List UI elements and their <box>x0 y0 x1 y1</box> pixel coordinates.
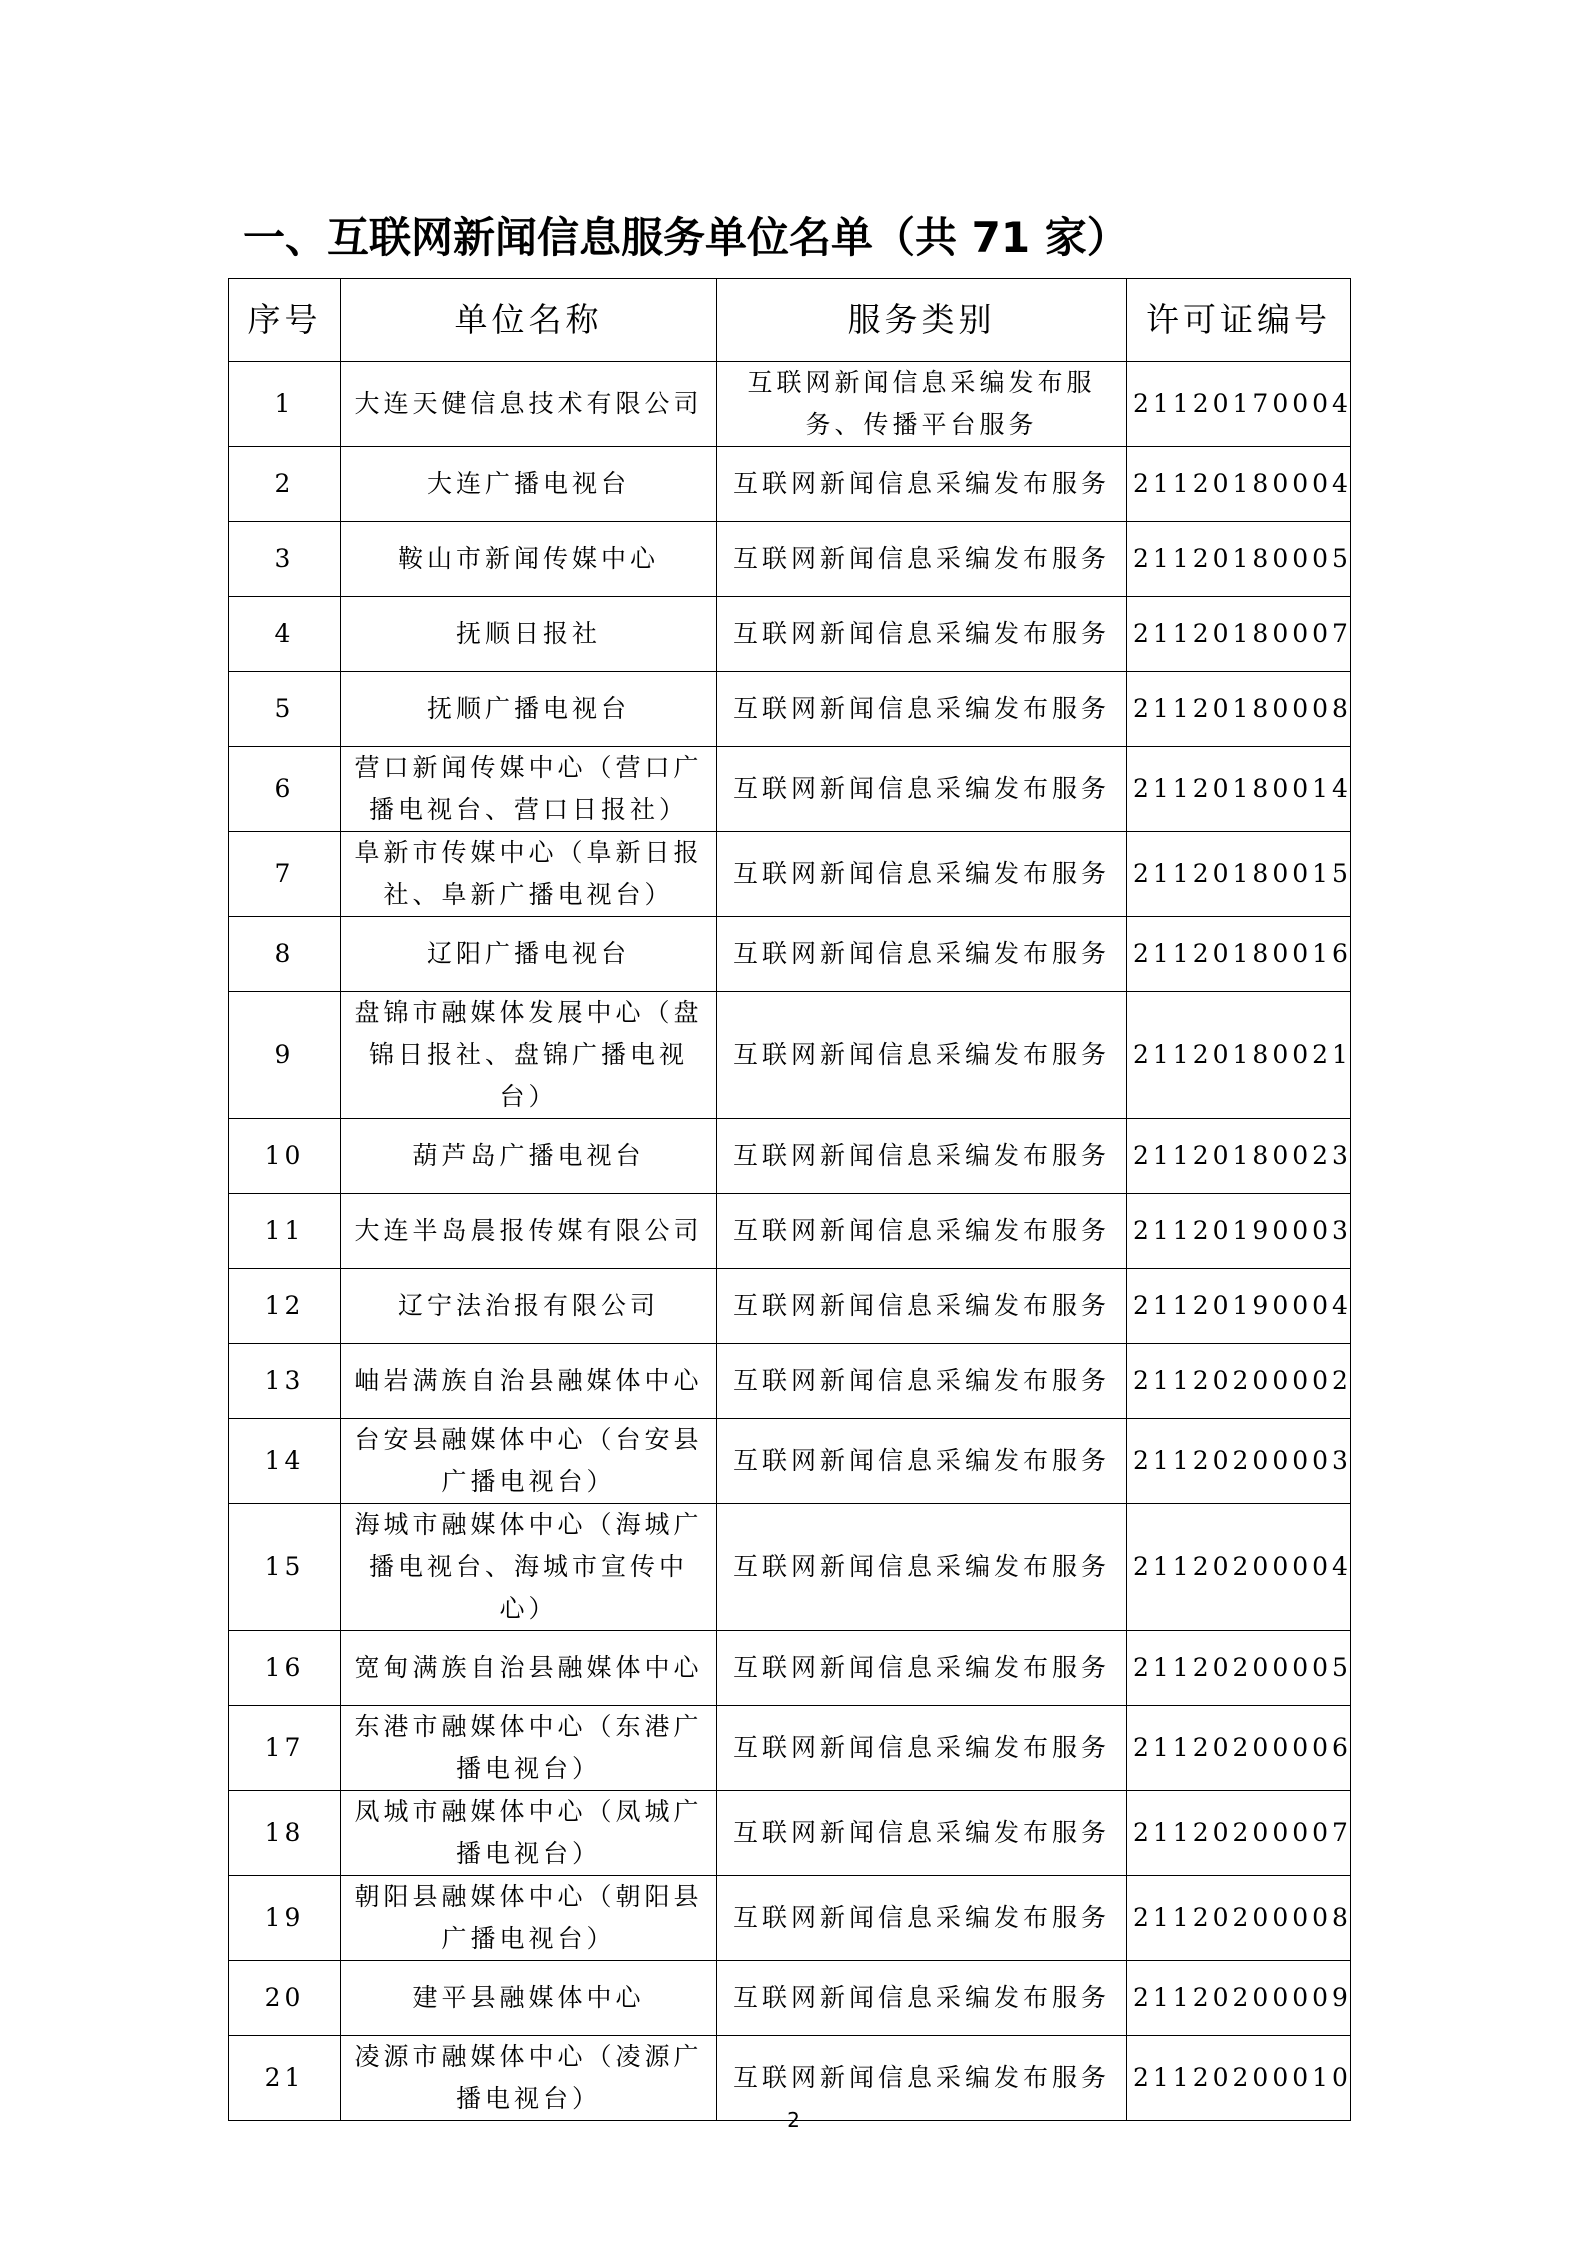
row-unit-name: 大连半岛晨报传媒有限公司 <box>341 1194 717 1269</box>
row-serial-number: 21 <box>229 2036 341 2121</box>
row-unit-name: 营口新闻传媒中心（营口广播电视台、营口日报社） <box>341 747 717 832</box>
row-unit-name: 大连天健信息技术有限公司 <box>341 362 717 447</box>
table-row <box>229 672 1351 747</box>
row-unit-name: 海城市融媒体中心（海城广播电视台、海城市宣传中心） <box>341 1504 717 1631</box>
row-service-category: 互联网新闻信息采编发布服务 <box>717 2036 1127 2121</box>
row-serial-number: 19 <box>229 1876 341 1961</box>
page-title: 一、互联网新闻信息服务单位名单（共 71 家） <box>243 213 1129 262</box>
table-row <box>229 1504 1351 1631</box>
table-row <box>229 1119 1351 1194</box>
row-license-number: 21120190004 <box>1127 1269 1351 1344</box>
row-service-category: 互联网新闻信息采编发布服务 <box>717 917 1127 992</box>
row-serial-number: 6 <box>229 747 341 832</box>
row-serial-number: 1 <box>229 362 341 447</box>
row-unit-name: 凤城市融媒体中心（凤城广播电视台） <box>341 1791 717 1876</box>
table-row <box>229 597 1351 672</box>
page-number: 2 <box>787 2108 800 2132</box>
row-serial-number: 18 <box>229 1791 341 1876</box>
row-unit-name: 朝阳县融媒体中心（朝阳县广播电视台） <box>341 1876 717 1961</box>
table-row <box>229 362 1351 447</box>
row-license-number: 21120200004 <box>1127 1504 1351 1631</box>
row-unit-name: 大连广播电视台 <box>341 447 717 522</box>
row-serial-number: 7 <box>229 832 341 917</box>
row-license-number: 21120180005 <box>1127 522 1351 597</box>
row-unit-name: 凌源市融媒体中心（凌源广播电视台） <box>341 2036 717 2121</box>
row-license-number: 21120200005 <box>1127 1631 1351 1706</box>
table-row <box>229 1961 1351 2036</box>
row-service-category: 互联网新闻信息采编发布服务 <box>717 1791 1127 1876</box>
row-serial-number: 4 <box>229 597 341 672</box>
row-serial-number: 3 <box>229 522 341 597</box>
row-service-category: 互联网新闻信息采编发布服务 <box>717 832 1127 917</box>
row-unit-name: 鞍山市新闻传媒中心 <box>341 522 717 597</box>
row-serial-number: 2 <box>229 447 341 522</box>
row-serial-number: 8 <box>229 917 341 992</box>
row-service-category: 互联网新闻信息采编发布服务 <box>717 1419 1127 1504</box>
row-service-category: 互联网新闻信息采编发布服务 <box>717 1876 1127 1961</box>
row-license-number: 21120200003 <box>1127 1419 1351 1504</box>
row-service-category: 互联网新闻信息采编发布服务 <box>717 1706 1127 1791</box>
table-row <box>229 917 1351 992</box>
row-serial-number: 13 <box>229 1344 341 1419</box>
table-row <box>229 1344 1351 1419</box>
row-service-category: 互联网新闻信息采编发布服务 <box>717 992 1127 1119</box>
table-row <box>229 1876 1351 1961</box>
row-unit-name: 台安县融媒体中心（台安县广播电视台） <box>341 1419 717 1504</box>
row-serial-number: 12 <box>229 1269 341 1344</box>
row-serial-number: 11 <box>229 1194 341 1269</box>
row-unit-name: 东港市融媒体中心（东港广播电视台） <box>341 1706 717 1791</box>
row-license-number: 21120200009 <box>1127 1961 1351 2036</box>
row-serial-number: 14 <box>229 1419 341 1504</box>
row-serial-number: 9 <box>229 992 341 1119</box>
row-unit-name: 岫岩满族自治县融媒体中心 <box>341 1344 717 1419</box>
row-service-category: 互联网新闻信息采编发布服务 <box>717 1631 1127 1706</box>
row-service-category: 互联网新闻信息采编发布服务 <box>717 1194 1127 1269</box>
row-service-category: 互联网新闻信息采编发布服务 <box>717 747 1127 832</box>
header-service-category: 服务类别 <box>717 279 1127 362</box>
row-service-category: 互联网新闻信息采编发布服务 <box>717 1344 1127 1419</box>
row-unit-name: 阜新市传媒中心（阜新日报社、阜新广播电视台） <box>341 832 717 917</box>
row-serial-number: 5 <box>229 672 341 747</box>
row-service-category: 互联网新闻信息采编发布服务 <box>717 672 1127 747</box>
row-unit-name: 抚顺日报社 <box>341 597 717 672</box>
row-unit-name: 葫芦岛广播电视台 <box>341 1119 717 1194</box>
table-row <box>229 1791 1351 1876</box>
row-license-number: 21120180023 <box>1127 1119 1351 1194</box>
row-license-number: 21120200002 <box>1127 1344 1351 1419</box>
organization-table <box>228 278 1351 2121</box>
row-license-number: 21120180014 <box>1127 747 1351 832</box>
row-license-number: 21120180021 <box>1127 992 1351 1119</box>
header-unit-name: 单位名称 <box>341 279 717 362</box>
row-service-category: 互联网新闻信息采编发布服务 <box>717 597 1127 672</box>
row-serial-number: 17 <box>229 1706 341 1791</box>
row-unit-name: 盘锦市融媒体发展中心（盘锦日报社、盘锦广播电视台） <box>341 992 717 1119</box>
table-row <box>229 1194 1351 1269</box>
table-row <box>229 1419 1351 1504</box>
row-license-number: 21120180007 <box>1127 597 1351 672</box>
row-unit-name: 建平县融媒体中心 <box>341 1961 717 2036</box>
row-service-category: 互联网新闻信息采编发布服务 <box>717 1504 1127 1631</box>
row-unit-name: 辽宁法治报有限公司 <box>341 1269 717 1344</box>
row-serial-number: 20 <box>229 1961 341 2036</box>
row-service-category: 互联网新闻信息采编发布服务 <box>717 1269 1127 1344</box>
row-unit-name: 抚顺广播电视台 <box>341 672 717 747</box>
table-row <box>229 447 1351 522</box>
row-license-number: 21120200007 <box>1127 1791 1351 1876</box>
row-service-category: 互联网新闻信息采编发布服务 <box>717 447 1127 522</box>
row-license-number: 21120200008 <box>1127 1876 1351 1961</box>
row-license-number: 21120180004 <box>1127 447 1351 522</box>
row-serial-number: 15 <box>229 1504 341 1631</box>
row-license-number: 21120200010 <box>1127 2036 1351 2121</box>
row-service-category: 互联网新闻信息采编发布服务、传播平台服务 <box>717 362 1127 447</box>
table-body <box>229 362 1351 2121</box>
row-service-category: 互联网新闻信息采编发布服务 <box>717 522 1127 597</box>
row-license-number: 21120200006 <box>1127 1706 1351 1791</box>
row-service-category: 互联网新闻信息采编发布服务 <box>717 1119 1127 1194</box>
row-serial-number: 10 <box>229 1119 341 1194</box>
row-license-number: 21120180015 <box>1127 832 1351 917</box>
row-unit-name: 辽阳广播电视台 <box>341 917 717 992</box>
table-row <box>229 1706 1351 1791</box>
table-row <box>229 832 1351 917</box>
header-serial-number: 序号 <box>229 279 341 362</box>
table-row <box>229 747 1351 832</box>
row-serial-number: 16 <box>229 1631 341 1706</box>
row-unit-name: 宽甸满族自治县融媒体中心 <box>341 1631 717 1706</box>
table-row <box>229 992 1351 1119</box>
row-license-number: 21120170004 <box>1127 362 1351 447</box>
table-row <box>229 522 1351 597</box>
row-service-category: 互联网新闻信息采编发布服务 <box>717 1961 1127 2036</box>
header-license-number: 许可证编号 <box>1127 279 1351 362</box>
table-row <box>229 1631 1351 1706</box>
row-license-number: 21120180008 <box>1127 672 1351 747</box>
table-row <box>229 1269 1351 1344</box>
row-license-number: 21120190003 <box>1127 1194 1351 1269</box>
table-header-row <box>229 279 1351 362</box>
row-license-number: 21120180016 <box>1127 917 1351 992</box>
